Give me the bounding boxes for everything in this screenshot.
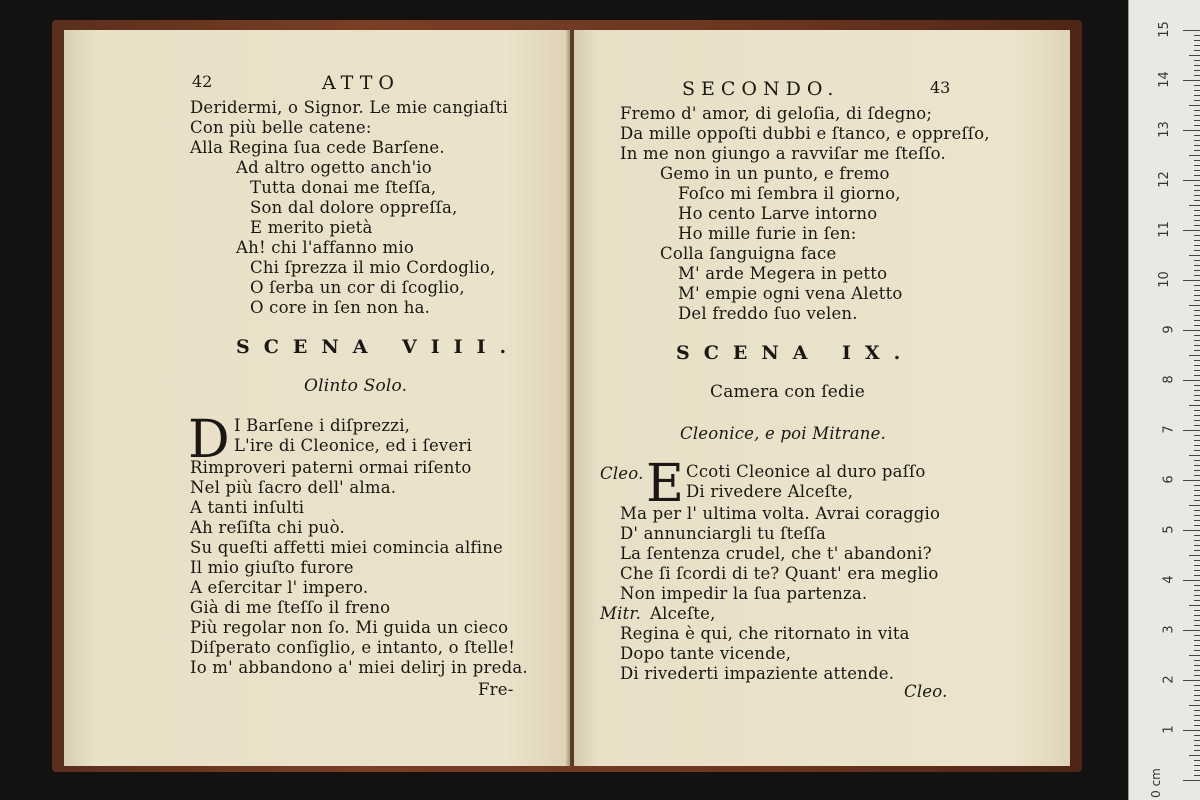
- ruler-tick: [1189, 255, 1200, 256]
- ruler-tick: [1194, 650, 1200, 651]
- ruler-tick: [1194, 325, 1200, 326]
- ruler-tick: [1183, 580, 1200, 581]
- ruler-tick: [1183, 630, 1200, 631]
- ruler-tick: [1183, 680, 1200, 681]
- ruler-tick: [1183, 330, 1200, 331]
- ruler-number: 6: [1161, 475, 1177, 484]
- ruler-number: 14: [1157, 71, 1173, 88]
- ruler-tick: [1194, 410, 1200, 411]
- ruler-tick: [1194, 75, 1200, 76]
- ruler-number: 10: [1157, 271, 1173, 288]
- ruler-tick: [1183, 280, 1200, 281]
- ruler-tick: [1189, 105, 1200, 106]
- ruler-tick: [1194, 200, 1200, 201]
- ruler-tick: [1183, 430, 1200, 431]
- scene-title: SCENA VIII.: [236, 336, 521, 358]
- ruler-tick: [1194, 575, 1200, 576]
- ruler-tick: [1194, 190, 1200, 191]
- ruler-tick: [1194, 735, 1200, 736]
- ruler-tick: [1194, 145, 1200, 146]
- ruler-tick: [1194, 520, 1200, 521]
- ruler-tick: [1183, 130, 1200, 131]
- ruler-tick: [1183, 230, 1200, 231]
- ruler-tick: [1194, 125, 1200, 126]
- ruler-tick: [1194, 710, 1200, 711]
- verse-line: A tanti inſulti: [190, 498, 305, 517]
- ruler-tick: [1194, 320, 1200, 321]
- ruler-tick: [1194, 725, 1200, 726]
- ruler-tick: [1194, 545, 1200, 546]
- ruler-tick: [1194, 50, 1200, 51]
- catchword: Cleo.: [904, 682, 948, 701]
- ruler-tick: [1189, 655, 1200, 656]
- ruler-tick: [1194, 40, 1200, 41]
- ruler-tick: [1194, 425, 1200, 426]
- ruler-tick: [1194, 175, 1200, 176]
- ruler-tick: [1194, 565, 1200, 566]
- ruler-tick: [1194, 240, 1200, 241]
- ruler-tick: [1194, 590, 1200, 591]
- verse-line: Regina è qui, che ritornato in vita: [620, 624, 910, 643]
- ruler-tick: [1194, 635, 1200, 636]
- ruler-tick: [1183, 730, 1200, 731]
- ruler-tick: [1183, 30, 1200, 31]
- ruler-tick: [1189, 405, 1200, 406]
- ruler-tick: [1189, 155, 1200, 156]
- ruler-tick: [1194, 620, 1200, 621]
- verse-line: Io m' abbandono a' miei delirj in preda.: [190, 658, 528, 677]
- verse-line: Più regolar non ſo. Mi guida un cieco: [190, 618, 509, 637]
- verse-line: Ccoti Cleonice al duro paſſo: [686, 462, 926, 481]
- ruler-tick: [1194, 315, 1200, 316]
- ruler-tick: [1194, 775, 1200, 776]
- ruler-tick: [1194, 420, 1200, 421]
- ruler-tick: [1194, 610, 1200, 611]
- verse-line: Il mio giuſto furore: [190, 558, 354, 577]
- ruler-tick: [1194, 310, 1200, 311]
- ruler-tick: [1194, 450, 1200, 451]
- verse-line: Non impedir la ſua partenza.: [620, 584, 868, 603]
- ruler-tick: [1194, 525, 1200, 526]
- ruler-tick: [1194, 365, 1200, 366]
- ruler-tick: [1194, 340, 1200, 341]
- verse-line: Nel più ſacro dell' alma.: [190, 478, 397, 497]
- drop-cap: E: [646, 454, 684, 514]
- left-running-head: ATTO: [322, 72, 400, 94]
- ruler-tick: [1194, 115, 1200, 116]
- ruler-tick: [1194, 210, 1200, 211]
- verse-line: Ho cento Larve intorno: [678, 204, 878, 223]
- ruler-tick: [1194, 510, 1200, 511]
- ruler-tick: [1189, 355, 1200, 356]
- ruler-tick: [1189, 455, 1200, 456]
- ruler-tick: [1194, 595, 1200, 596]
- verse-line: Rimproveri paterni ormai riſento: [190, 458, 472, 477]
- verse-line: In me non giungo a ravviſar me ſteſſo.: [620, 144, 946, 163]
- ruler-tick: [1194, 195, 1200, 196]
- scene-characters: Cleonice, e poi Mitrane.: [680, 424, 886, 443]
- verse-line: La ſentenza crudel, che t' abandoni?: [620, 544, 932, 563]
- verse-line: L'ire di Cleonice, ed i ſeveri: [234, 436, 472, 455]
- ruler-tick: [1194, 275, 1200, 276]
- ruler-tick: [1194, 665, 1200, 666]
- ruler-tick: [1183, 80, 1200, 81]
- verse-line: Di rivedere Alceſte,: [686, 482, 854, 501]
- ruler-tick: [1194, 750, 1200, 751]
- ruler-tick: [1194, 300, 1200, 301]
- ruler-tick: [1189, 505, 1200, 506]
- left-page: [64, 30, 570, 766]
- scene-character: Olinto Solo.: [304, 376, 408, 396]
- right-running-head: SECONDO.: [682, 78, 840, 100]
- ruler-tick: [1194, 140, 1200, 141]
- verse-line: Ah reſiſta chi può.: [190, 518, 345, 537]
- ruler-tick: [1194, 385, 1200, 386]
- ruler-tick: [1194, 535, 1200, 536]
- ruler-tick: [1194, 260, 1200, 261]
- ruler-tick: [1194, 560, 1200, 561]
- ruler-tick: [1194, 470, 1200, 471]
- ruler-tick: [1183, 480, 1200, 481]
- ruler-number: 9: [1161, 325, 1177, 334]
- speaker-label: Mitr.: [600, 604, 642, 623]
- ruler-tick: [1194, 220, 1200, 221]
- ruler-number: 13: [1157, 121, 1173, 138]
- ruler-tick: [1194, 170, 1200, 171]
- verse-line: A eſercitar l' impero.: [190, 578, 369, 597]
- ruler-number: 1: [1161, 725, 1177, 734]
- ruler-tick: [1194, 615, 1200, 616]
- verse-line: M' arde Megera in petto: [678, 264, 888, 283]
- ruler-tick: [1194, 600, 1200, 601]
- measurement-ruler: [1128, 0, 1200, 800]
- ruler-number: 5: [1161, 525, 1177, 534]
- ruler-tick: [1194, 400, 1200, 401]
- ruler-number: 11: [1157, 221, 1173, 238]
- ruler-tick: [1194, 65, 1200, 66]
- ruler-tick: [1194, 495, 1200, 496]
- ruler-tick: [1194, 690, 1200, 691]
- ruler-tick: [1194, 395, 1200, 396]
- ruler-tick: [1194, 100, 1200, 101]
- ruler-tick: [1194, 250, 1200, 251]
- ruler-tick: [1194, 390, 1200, 391]
- ruler-tick: [1194, 245, 1200, 246]
- verse-line: E merito pietà: [250, 218, 373, 237]
- ruler-tick: [1194, 375, 1200, 376]
- ruler-tick: [1194, 60, 1200, 61]
- verse-line: O core in ſen non ha.: [250, 298, 431, 317]
- ruler-tick: [1194, 700, 1200, 701]
- ruler-tick: [1194, 465, 1200, 466]
- ruler-tick: [1194, 460, 1200, 461]
- ruler-tick: [1194, 740, 1200, 741]
- verse-line: Colla ſanguigna face: [660, 244, 837, 263]
- ruler-tick: [1194, 695, 1200, 696]
- ruler-tick: [1194, 235, 1200, 236]
- verse-line: Gemo in un punto, e fremo: [660, 164, 890, 183]
- ruler-tick: [1194, 515, 1200, 516]
- ruler-tick: [1194, 770, 1200, 771]
- verse-line: Che ſi ſcordi di te? Quant' era meglio: [620, 564, 939, 583]
- scene-setting: Camera con ſedie: [710, 382, 866, 402]
- verse-line: Ad altro ogetto anch'io: [236, 158, 432, 177]
- ruler-tick: [1194, 160, 1200, 161]
- ruler-number: 3: [1161, 625, 1177, 634]
- verse-line: Dopo tante vicende,: [620, 644, 792, 663]
- ruler-tick: [1194, 550, 1200, 551]
- ruler-tick: [1194, 640, 1200, 641]
- ruler-tick: [1194, 95, 1200, 96]
- verse-line: Alceſte,: [650, 604, 716, 623]
- ruler-tick: [1194, 285, 1200, 286]
- ruler-tick: [1189, 205, 1200, 206]
- ruler-tick: [1189, 55, 1200, 56]
- verse-line: Da mille oppoſti dubbi e ſtanco, e oppreſſo,: [620, 124, 990, 143]
- ruler-tick: [1194, 35, 1200, 36]
- ruler-tick: [1194, 585, 1200, 586]
- ruler-tick: [1194, 70, 1200, 71]
- ruler-tick: [1194, 345, 1200, 346]
- ruler-tick: [1194, 490, 1200, 491]
- ruler-tick: [1194, 440, 1200, 441]
- ruler-number: 12: [1157, 171, 1173, 188]
- ruler-tick: [1194, 570, 1200, 571]
- ruler-tick: [1194, 370, 1200, 371]
- ruler-tick: [1194, 360, 1200, 361]
- ruler-tick: [1194, 90, 1200, 91]
- verse-line: Tutta donai me ſteſſa,: [250, 178, 437, 197]
- ruler-tick: [1194, 110, 1200, 111]
- ruler-tick: [1183, 530, 1200, 531]
- ruler-tick: [1194, 675, 1200, 676]
- ruler-tick: [1194, 150, 1200, 151]
- ruler-tick: [1194, 265, 1200, 266]
- verse-line: Di rivederti impaziente attende.: [620, 664, 895, 683]
- verse-line: Fremo d' amor, di geloſia, di ſdegno;: [620, 104, 933, 123]
- ruler-unit: 0 cm: [1149, 768, 1164, 798]
- ruler-tick: [1194, 135, 1200, 136]
- ruler-tick: [1194, 415, 1200, 416]
- verse-line: Foſco mi ſembra il giorno,: [678, 184, 901, 203]
- scene-title: SCENA IX.: [676, 342, 915, 364]
- ruler-tick: [1194, 335, 1200, 336]
- ruler-number: 7: [1161, 425, 1177, 434]
- ruler-tick: [1194, 645, 1200, 646]
- ruler-tick: [1194, 540, 1200, 541]
- verse-line: Chi ſprezza il mio Cordoglio,: [250, 258, 496, 277]
- ruler-tick: [1194, 715, 1200, 716]
- ruler-tick: [1194, 720, 1200, 721]
- verse-line: Su queſti affetti miei comincia alfine: [190, 538, 504, 557]
- verse-line: Con più belle catene:: [190, 118, 372, 137]
- catchword: Fre-: [478, 680, 514, 699]
- ruler-tick: [1194, 685, 1200, 686]
- ruler-tick: [1194, 660, 1200, 661]
- ruler-tick: [1194, 500, 1200, 501]
- speaker-label: Cleo.: [600, 464, 644, 483]
- ruler-tick: [1189, 705, 1200, 706]
- verse-line: Ho mille furie in ſen:: [678, 224, 857, 243]
- ruler-tick: [1194, 225, 1200, 226]
- ruler-tick: [1194, 485, 1200, 486]
- ruler-tick: [1189, 605, 1200, 606]
- ruler-tick: [1183, 380, 1200, 381]
- ruler-tick: [1194, 670, 1200, 671]
- ruler-tick: [1194, 295, 1200, 296]
- verse-line: Deridermi, o Signor. Le mie cangiaſti: [190, 98, 508, 117]
- ruler-tick: [1183, 180, 1200, 181]
- ruler-tick: [1194, 185, 1200, 186]
- ruler-tick: [1189, 755, 1200, 756]
- ruler-tick: [1194, 765, 1200, 766]
- ruler-tick: [1183, 780, 1200, 781]
- ruler-tick: [1194, 215, 1200, 216]
- verse-line: O ſerba un cor di ſcoglio,: [250, 278, 465, 297]
- ruler-number: 4: [1161, 575, 1177, 584]
- ruler-tick: [1194, 45, 1200, 46]
- ruler-tick: [1194, 745, 1200, 746]
- ruler-tick: [1194, 625, 1200, 626]
- ruler-number: 2: [1161, 675, 1177, 684]
- drop-cap: D: [188, 410, 230, 470]
- ruler-tick: [1189, 305, 1200, 306]
- ruler-tick: [1189, 555, 1200, 556]
- verse-line: Alla Regina ſua cede Barſene.: [190, 138, 445, 157]
- ruler-number: 8: [1161, 375, 1177, 384]
- ruler-tick: [1194, 120, 1200, 121]
- ruler-tick: [1194, 475, 1200, 476]
- ruler-tick: [1194, 165, 1200, 166]
- ruler-tick: [1194, 350, 1200, 351]
- ruler-tick: [1194, 270, 1200, 271]
- verse-line: Ma per l' ultima volta. Avrai coraggio: [620, 504, 941, 523]
- verse-line: Del freddo ſuo velen.: [678, 304, 858, 323]
- ruler-tick: [1194, 435, 1200, 436]
- ruler-number: 15: [1157, 21, 1173, 38]
- verse-line: M' empie ogni vena Aletto: [678, 284, 903, 303]
- verse-line: Son dal dolore oppreſſa,: [250, 198, 458, 217]
- ruler-tick: [1194, 445, 1200, 446]
- verse-line: Già di me ſteſſo il freno: [190, 598, 391, 617]
- ruler-tick: [1194, 290, 1200, 291]
- verse-line: D' annunciargli tu ſteſſa: [620, 524, 827, 543]
- verse-line: Ah! chi l'affanno mio: [236, 238, 414, 257]
- ruler-tick: [1194, 85, 1200, 86]
- left-page-number: 42: [192, 72, 213, 91]
- right-page-number: 43: [930, 78, 951, 97]
- verse-line: Diſperato conſiglio, e intanto, o ſtelle!: [190, 638, 516, 657]
- right-page: [574, 30, 1070, 766]
- ruler-tick: [1194, 760, 1200, 761]
- verse-line: I Barſene i diſprezzi,: [234, 416, 411, 435]
